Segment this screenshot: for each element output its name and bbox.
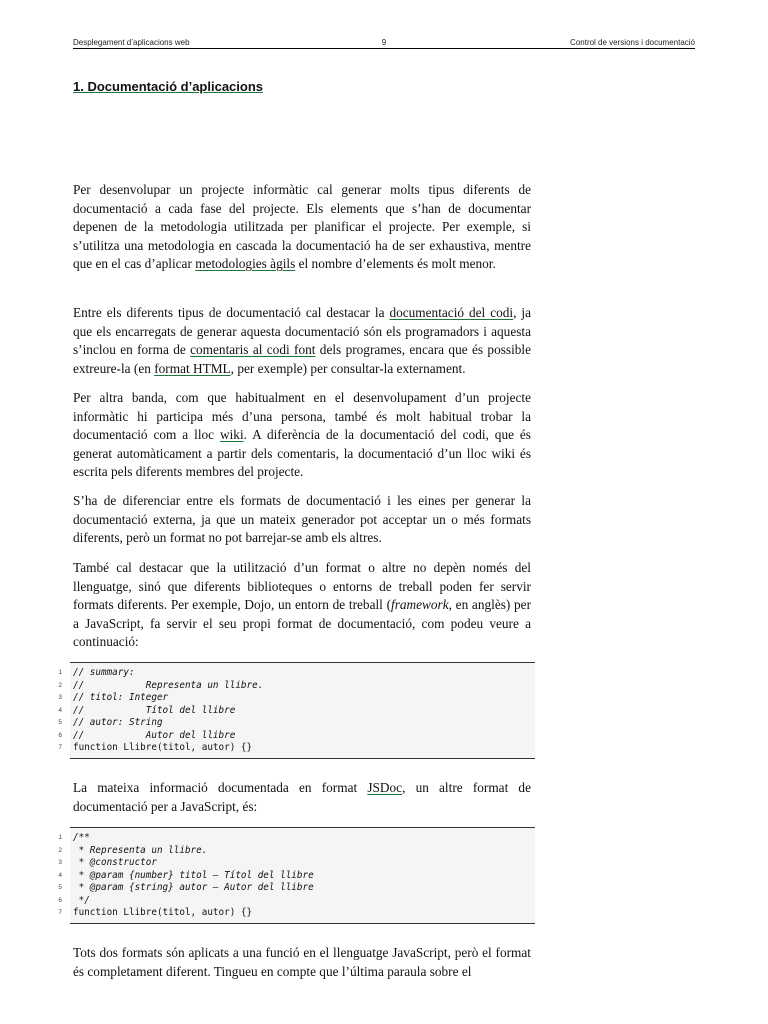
paragraph-text: Tots dos formats són aplicats a una funció en el llenguatge JavaScript, però el format és completament diferent. Tingueu en compte que l’última paraula sobre el [73,945,531,979]
code-text: * Representa un llibre. [73,844,208,856]
code-text: * @param {string} autor – Autor del llibre [73,882,314,893]
link-metodologies-agils[interactable]: metodologies àgils [195,256,296,271]
paragraph-text: . A diferència de la documentació del codi, que és generat automàticament a partir dels comentaris, la documentació d’un lloc wiki és escrita pels diferents membres del projecte. [73,427,531,479]
paragraph-text: , ja que els encarregats de generar aquesta documentació són els programadors i aquesta s’inclou en forma de [73,305,531,357]
code-text: // autor: String [73,717,163,728]
paragraph-text: Per altra banda, com que habitualment en el desenvolupament d’un projecte informàtic hi participa més d’una persona, també és molt habitual trobar la documentació com a lloc [73,390,531,442]
code-text: */ [73,894,90,906]
section-title: 1. Documentació d’aplicacions [73,79,263,94]
code-line [58,907,535,920]
line-number: 1 [58,834,62,841]
paragraph-5 [73,559,531,652]
code-text: /** [73,832,90,843]
code-text: function Llibre(titol, autor) {} [73,907,253,918]
code-text: // Títol del llibre [73,704,236,716]
paragraph-1 [73,181,531,274]
code-line [58,729,535,743]
line-number: 7 [58,909,62,916]
code-line [58,717,535,730]
code-text: // Autor del llibre [73,729,236,741]
code-line [58,742,535,755]
link-jsdoc[interactable]: JSDoc [367,780,403,795]
running-header [73,38,695,49]
line-number: 4 [58,871,62,879]
line-number: 5 [58,719,62,726]
code-line [58,857,535,870]
paragraph-3 [73,389,531,482]
code-line [58,692,535,705]
code-line [58,667,535,680]
code-line [58,844,535,858]
link-format-html[interactable]: format HTML [154,360,231,376]
paragraph-7 [73,944,531,981]
paragraph-text: , per exemple) per consultar-la externament. [230,360,466,376]
paragraph-text: També cal destacar que la utilització d’un format o altre no depèn només del llenguatge, sinó que diferents biblioteques o entorns de treball poden fer servir formats diferents. Per exemple, Dojo, un entorn de treball ( [73,560,531,612]
line-number: 4 [58,706,62,714]
code-line [58,894,535,908]
line-number: 2 [58,681,62,689]
code-line [58,832,535,845]
paragraph-text: La mateixa informació documentada en format [73,780,368,795]
emphasis-framework: framework [391,597,449,612]
paragraph-text: el nombre d’elements és molt menor. [295,256,496,271]
line-number: 7 [58,744,62,751]
link-wiki[interactable]: wiki [220,427,244,442]
paragraph-4 [73,492,531,548]
code-text: // summary: [73,667,135,678]
link-comentaris-al-codi-font[interactable]: comentaris al codi font [190,342,316,357]
line-number: 6 [58,896,62,904]
code-text: * @param {number} titol – Títol del llibre [73,869,314,881]
code-line [58,679,535,693]
line-number: 1 [58,669,62,676]
paragraph-text: Entre els diferents tipus de documentació cal destacar la [73,305,390,320]
code-text: // Representa un llibre. [73,679,264,691]
code-text: * @constructor [73,857,157,868]
header-left-text: Desplegament d’aplicacions web [73,38,190,47]
code-text: // titol: Integer [73,692,169,703]
line-number: 5 [58,884,62,891]
header-right-text: Control de versions i documentació [570,38,695,47]
paragraph-text: , un altre format de documentació per a JavaScript, és: [73,780,531,814]
page-number: 9 [381,38,387,47]
paragraph-text: S’ha de diferenciar entre els formats de documentació i les eines per generar la documentació externa, ja que un mateix generador pot acceptar un o més formats diferents, però un format no pot barrejar-se amb els altres. [73,493,531,545]
link-documentacio-del-codi[interactable]: documentació del codi [389,305,514,320]
line-number: 6 [58,731,62,739]
code-line [58,869,535,883]
paragraph-text: dels programes, encara que és possible extreure-la (en [73,342,532,376]
code-line [58,704,535,718]
line-number: 3 [58,694,62,701]
paragraph-text: Per desenvolupar un projecte informàtic cal generar molts tipus diferents de documentació a cada fase del projecte. Els elements que s’han de documentar depenen de la metodologia utilitzada per planificar el projecte. Per exemple, si s’utilitza una metodologia en cascada la documentació ha de ser exhaustiva, mentre que en el cas d’aplicar [73,182,531,271]
code-block-dojo [58,662,535,759]
line-number: 2 [58,846,62,854]
code-text: function Llibre(titol, autor) {} [73,742,253,753]
paragraph-6 [73,779,531,816]
paragraph-text: , en anglès) per a JavaScript, fa servir el seu propi format de documentació, com podeu veure a continuació: [73,597,531,649]
paragraph-2 [73,304,531,378]
code-line [58,882,535,895]
code-block-jsdoc [58,827,535,924]
line-number: 3 [58,859,62,866]
